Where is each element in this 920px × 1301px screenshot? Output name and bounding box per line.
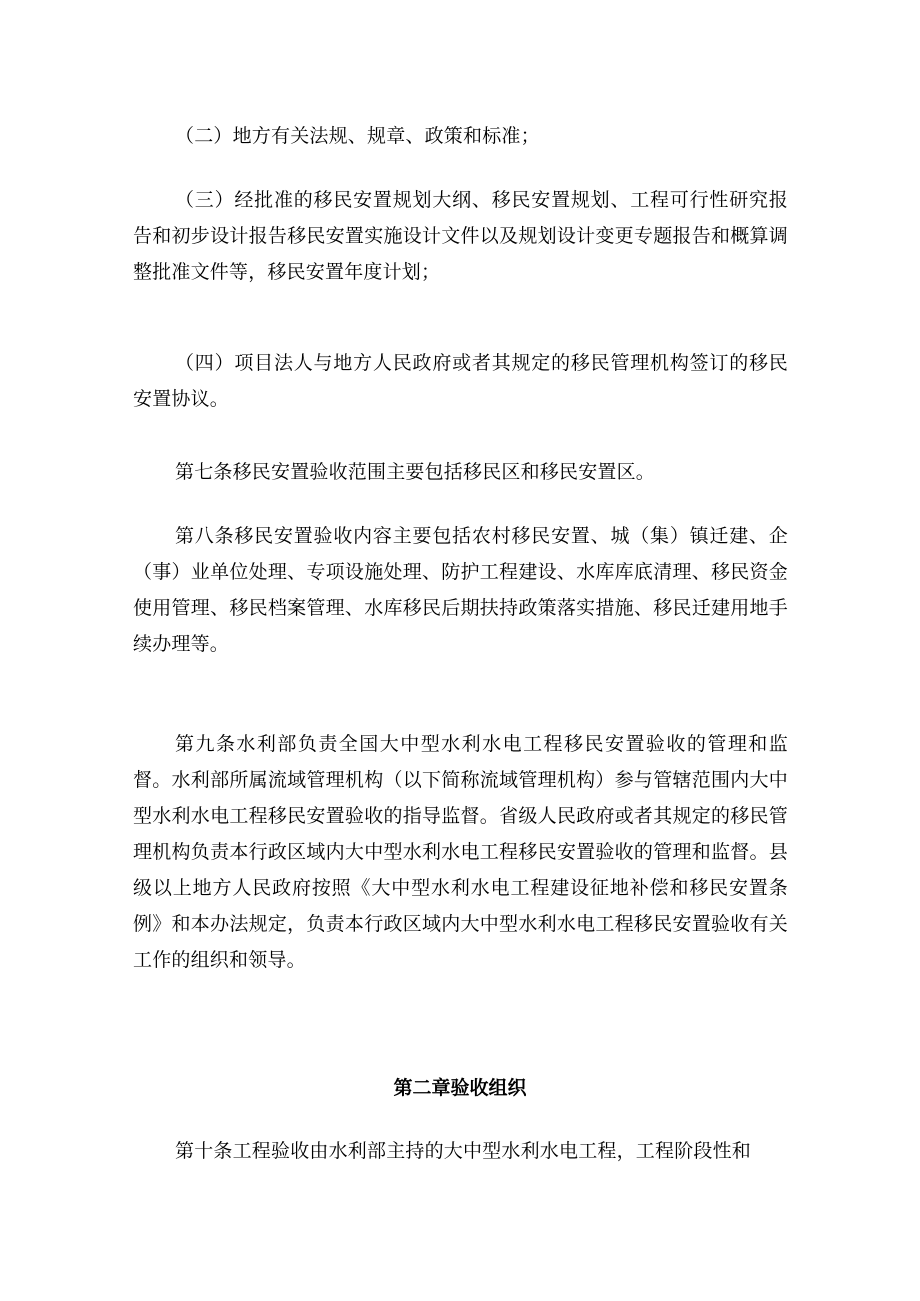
paragraph-article-10: 第十条工程验收由水利部主持的大中型水利水电工程，工程阶段性和 [175, 1140, 752, 1162]
paragraph-clause-4: （四）项目法人与地方人民政府或者其规定的移民管理机构签订的移民安置协议。 [133, 352, 788, 410]
paragraph-article-9: 第九条水利部负责全国大中型水利水电工程移民安置验收的管理和监督。水利部所属流域管理机构（以下简称流域管理机构）参与管辖范围内大中型水利水电工程移民安置验收的指导监督。省级人民政府或者其规定的移民管理机构负责本行政区域内大中型水利水电工程移民安置验收的管理和监督。县级以上地方人民政府按照《大中型水利水电工程建设征地补偿和移民安置条例》和本办法规定，负责本行政区域内大中型水利水电工程移民安置验收有关工作的组织和领导。 [133, 733, 788, 971]
chapter-heading: 第二章验收组织 [393, 1077, 527, 1099]
paragraph-article-7: 第七条移民安置验收范围主要包括移民区和移民安置区。 [175, 461, 656, 483]
paragraph-article-8: 第八条移民安置验收内容主要包括农村移民安置、城（集）镇迁建、企（事）业单位处理、专项设施处理、防护工程建设、水库库底清理、移民资金使用管理、移民档案管理、水库移民后期扶持政策落实措施、移民迁建用地手续办理等。 [133, 525, 788, 655]
paragraph-clause-2: （二）地方有关法规、规章、政策和标准； [175, 125, 540, 147]
paragraph-clause-3: （三）经批准的移民安置规划大纲、移民安置规划、工程可行性研究报告和初步设计报告移民安置实施设计文件以及规划设计变更专题报告和概算调整批准文件等，移民安置年度计划； [133, 189, 788, 283]
